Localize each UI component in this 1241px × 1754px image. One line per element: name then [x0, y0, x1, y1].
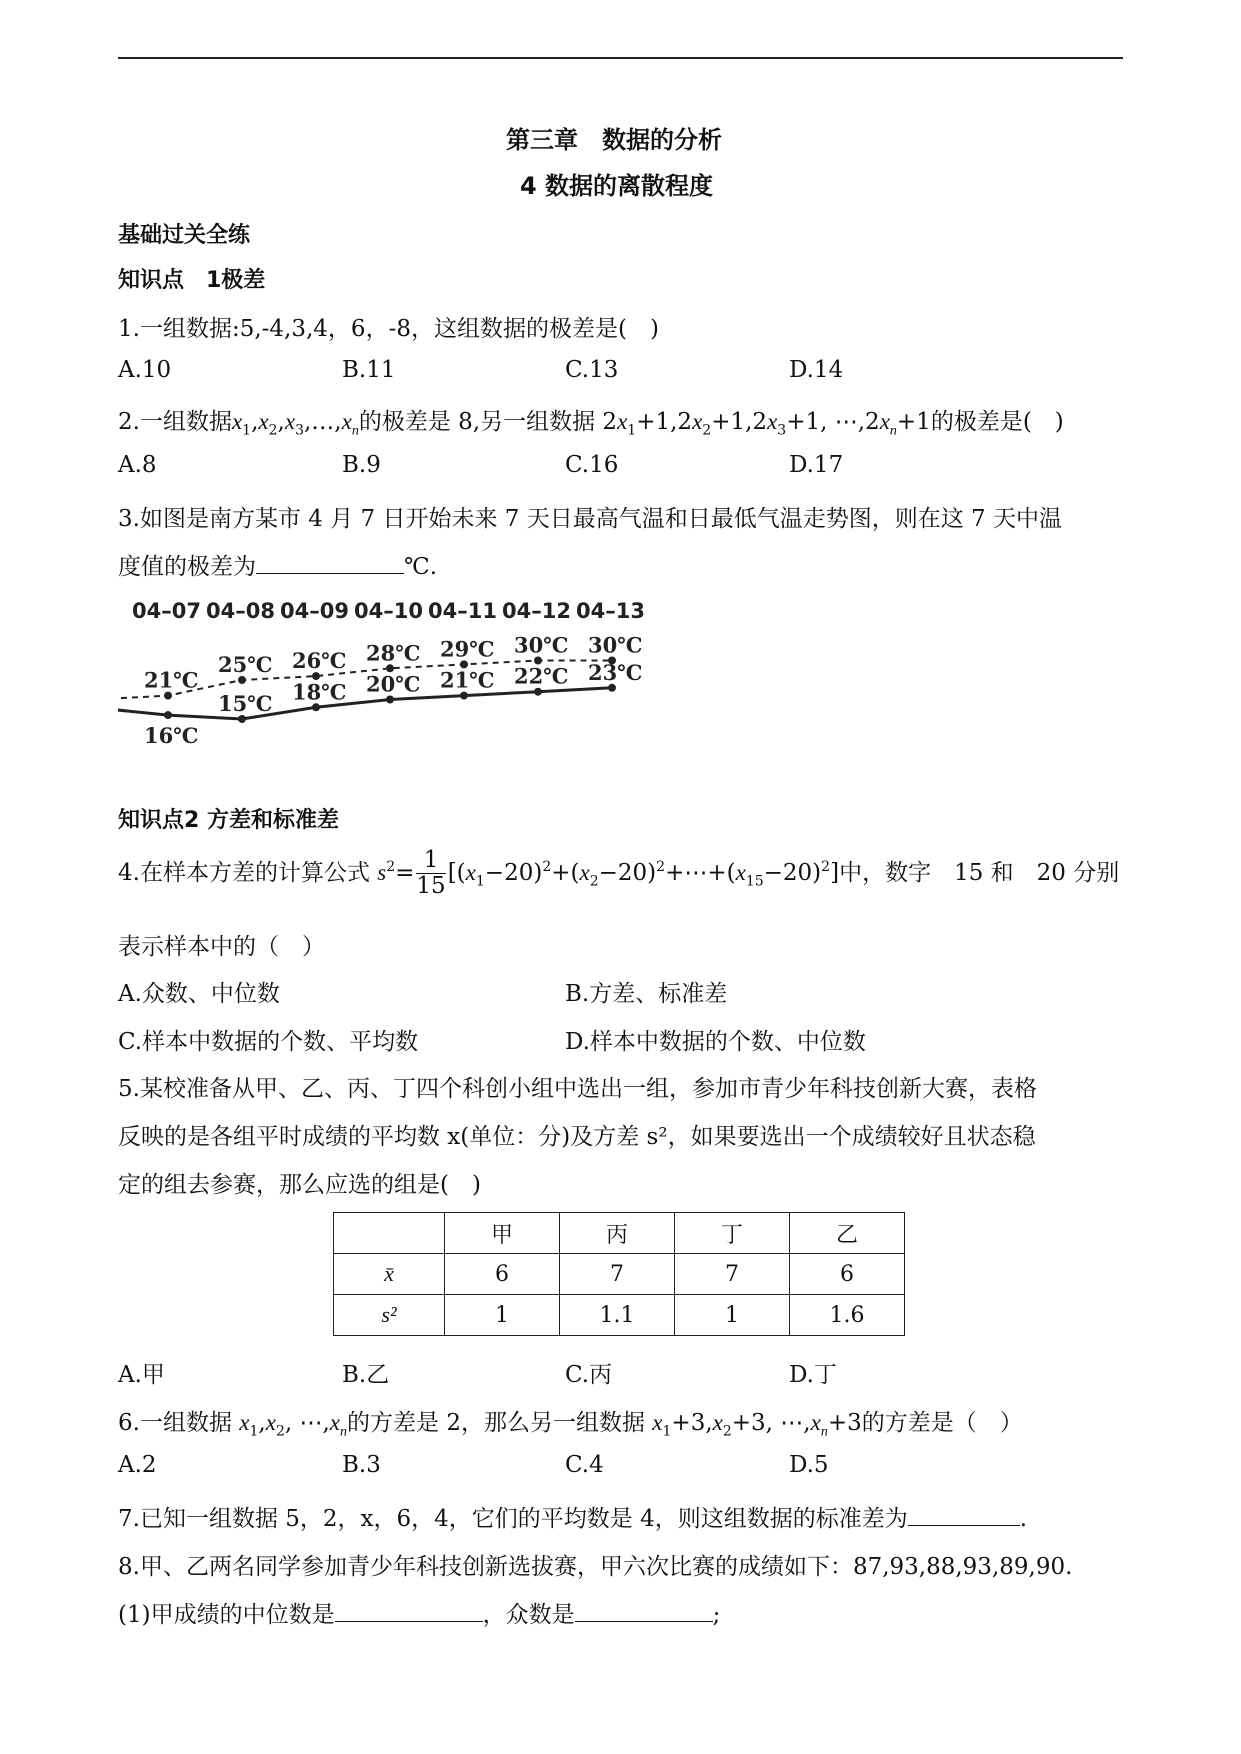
low-temp-point	[460, 692, 468, 700]
part-title: 基础过关全练	[118, 223, 251, 248]
q6-option-a: A.2	[118, 1452, 157, 1478]
q2-option-b: B.9	[342, 452, 381, 478]
q1-option-a: A.10	[118, 357, 172, 383]
q4-option-d: D.样本中数据的个数、中位数	[565, 1029, 866, 1055]
knowledge-point-2: 知识点2 方差和标准差	[118, 808, 339, 833]
low-temp-point	[386, 696, 394, 704]
low-temp-label: 21℃	[440, 667, 495, 693]
low-temp-label: 20℃	[366, 671, 421, 697]
low-temp-label: 23℃	[588, 659, 643, 685]
q5-line2: 反映的是各组平时成绩的平均数 x(单位：分)及方差 s²，如果要选出一个成绩较好且状态稳	[118, 1124, 1036, 1150]
q1-stem: 1.一组数据:5,-4,3,4，6，-8，这组数据的极差是( )	[118, 316, 659, 342]
q8-mode-blank[interactable]	[575, 1599, 713, 1622]
date-label: 04–08	[206, 599, 275, 623]
low-temp-label: 22℃	[514, 663, 569, 689]
table-header-row	[334, 1213, 905, 1254]
low-temp-point	[312, 703, 320, 711]
table-cell: 1.6	[790, 1295, 905, 1336]
low-temp-label: 18℃	[292, 679, 347, 705]
q8-part1: (1)甲成绩的中位数是 ，众数是 ;	[118, 1596, 720, 1629]
q7-answer-blank[interactable]	[908, 1503, 1020, 1526]
q5-table	[333, 1212, 905, 1336]
table-cell: 乙	[790, 1213, 905, 1254]
q6-option-d: D.5	[789, 1452, 829, 1478]
high-temp-point	[164, 692, 172, 700]
low-temp-point	[164, 711, 172, 719]
q1-option-c: C.13	[565, 357, 619, 383]
date-label: 04–12	[502, 599, 571, 623]
table-cell: 1	[445, 1295, 560, 1336]
high-temp-label: 30℃	[588, 632, 643, 658]
table-cell: x̄	[334, 1254, 445, 1295]
table-cell: 甲	[445, 1213, 560, 1254]
q6-option-b: B.3	[342, 1452, 381, 1478]
q4-option-c: C.样本中数据的个数、平均数	[118, 1029, 419, 1055]
high-temp-label: 28℃	[366, 640, 421, 666]
date-label: 04–10	[354, 599, 423, 623]
q8-median-blank[interactable]	[335, 1599, 483, 1622]
high-temp-label: 21℃	[144, 667, 199, 693]
high-temp-label: 29℃	[440, 636, 495, 662]
q7-stem: 7.已知一组数据 5，2，x，6，4，它们的平均数是 4，则这组数据的标准差为 .	[118, 1500, 1027, 1533]
high-temp-label: 26℃	[292, 648, 347, 674]
table-cell: s²	[334, 1295, 445, 1336]
table-cell: 1	[675, 1295, 790, 1336]
low-temp-label: 16℃	[144, 723, 199, 749]
q6-option-c: C.4	[565, 1452, 604, 1478]
high-temp-label: 25℃	[218, 652, 273, 677]
q3-line2: 度值的极差为 ℃.	[118, 548, 437, 581]
date-label: 04–13	[576, 599, 645, 623]
q5-option-d: D.丁	[789, 1362, 837, 1388]
temperature-trend-chart	[118, 598, 678, 768]
low-temp-point	[608, 684, 616, 692]
date-label: 04–09	[280, 599, 349, 623]
section-title: 4 数据的离散程度	[520, 172, 714, 200]
low-temp-label: 15℃	[218, 691, 273, 716]
header-rule	[118, 57, 1123, 59]
fraction-1-15: $\frac{1}{15}$	[416, 847, 446, 900]
q5-option-b: B.乙	[342, 1362, 390, 1388]
q4-option-b: B.方差、标准差	[565, 981, 728, 1007]
table-row	[334, 1295, 905, 1336]
q1-option-d: D.14	[789, 357, 844, 383]
q4-line2: 表示样本中的（ ）	[118, 934, 325, 960]
table-cell: 6	[445, 1254, 560, 1295]
q2-option-c: C.16	[565, 452, 619, 478]
q8-line1: 8.甲、乙两名同学参加青少年科技创新选拔赛，甲六次比赛的成绩如下：87,93,88,93,89,90.	[118, 1554, 1073, 1580]
table-cell: 丁	[675, 1213, 790, 1254]
table-row	[334, 1254, 905, 1295]
q2-stem: 2.一组数据$x_1,x_2,x_3,\dots,x_n$的极差是 8,另一组数据 $2x_1+1,2x_2+1,2x_3+1$, $\cdots,2x_n+1$的极差是( )	[118, 409, 1064, 439]
q5-line1: 5.某校准备从甲、乙、丙、丁四个科创小组中选出一组，参加市青少年科技创新大赛，表格	[118, 1076, 1037, 1102]
table-cell: 丙	[560, 1213, 675, 1254]
q1-option-b: B.11	[342, 357, 396, 383]
high-temp-point	[238, 676, 246, 684]
table-cell: 6	[790, 1254, 905, 1295]
table-cell: 7	[675, 1254, 790, 1295]
knowledge-point-1: 知识点 1极差	[118, 268, 266, 293]
low-temp-point	[238, 715, 246, 723]
high-temp-label: 30℃	[514, 632, 569, 658]
table-cell	[334, 1213, 445, 1254]
q5-line3: 定的组去参赛，那么应选的组是( )	[118, 1172, 481, 1198]
q5-option-a: A.甲	[118, 1362, 165, 1388]
q3-line1: 3.如图是南方某市 4 月 7 日开始未来 7 天日最高气温和日最低气温走势图，则在这 7 天中温	[118, 506, 1062, 532]
table-cell: 1.1	[560, 1295, 675, 1336]
table-cell: 7	[560, 1254, 675, 1295]
q3-answer-blank[interactable]	[256, 551, 404, 574]
date-label: 04–11	[428, 599, 497, 623]
chapter-title: 第三章 数据的分析	[506, 126, 722, 154]
q2-option-a: A.8	[118, 452, 157, 478]
q5-option-c: C.丙	[565, 1362, 613, 1388]
date-label: 04–07	[132, 599, 201, 623]
q2-option-d: D.17	[789, 452, 844, 478]
q6-stem: 6.一组数据 $x_1,x_2$, $\cdots,x_n$的方差是 2，那么另一组数据 $x_1+3,x_2+3$, $\cdots,x_n+3$的方差是（ ）	[118, 1410, 1023, 1440]
q4-option-a: A.众数、中位数	[118, 981, 280, 1007]
low-temp-point	[534, 688, 542, 696]
q4-stem: 4.在样本方差的计算公式 $s^2=$ $\frac{1}{15}$ $[(x_1-20)^2+(x_2-20)^2+\cdots+(x_{15}-20)^2]$中，数字 15 和 20 分别	[118, 847, 1120, 900]
